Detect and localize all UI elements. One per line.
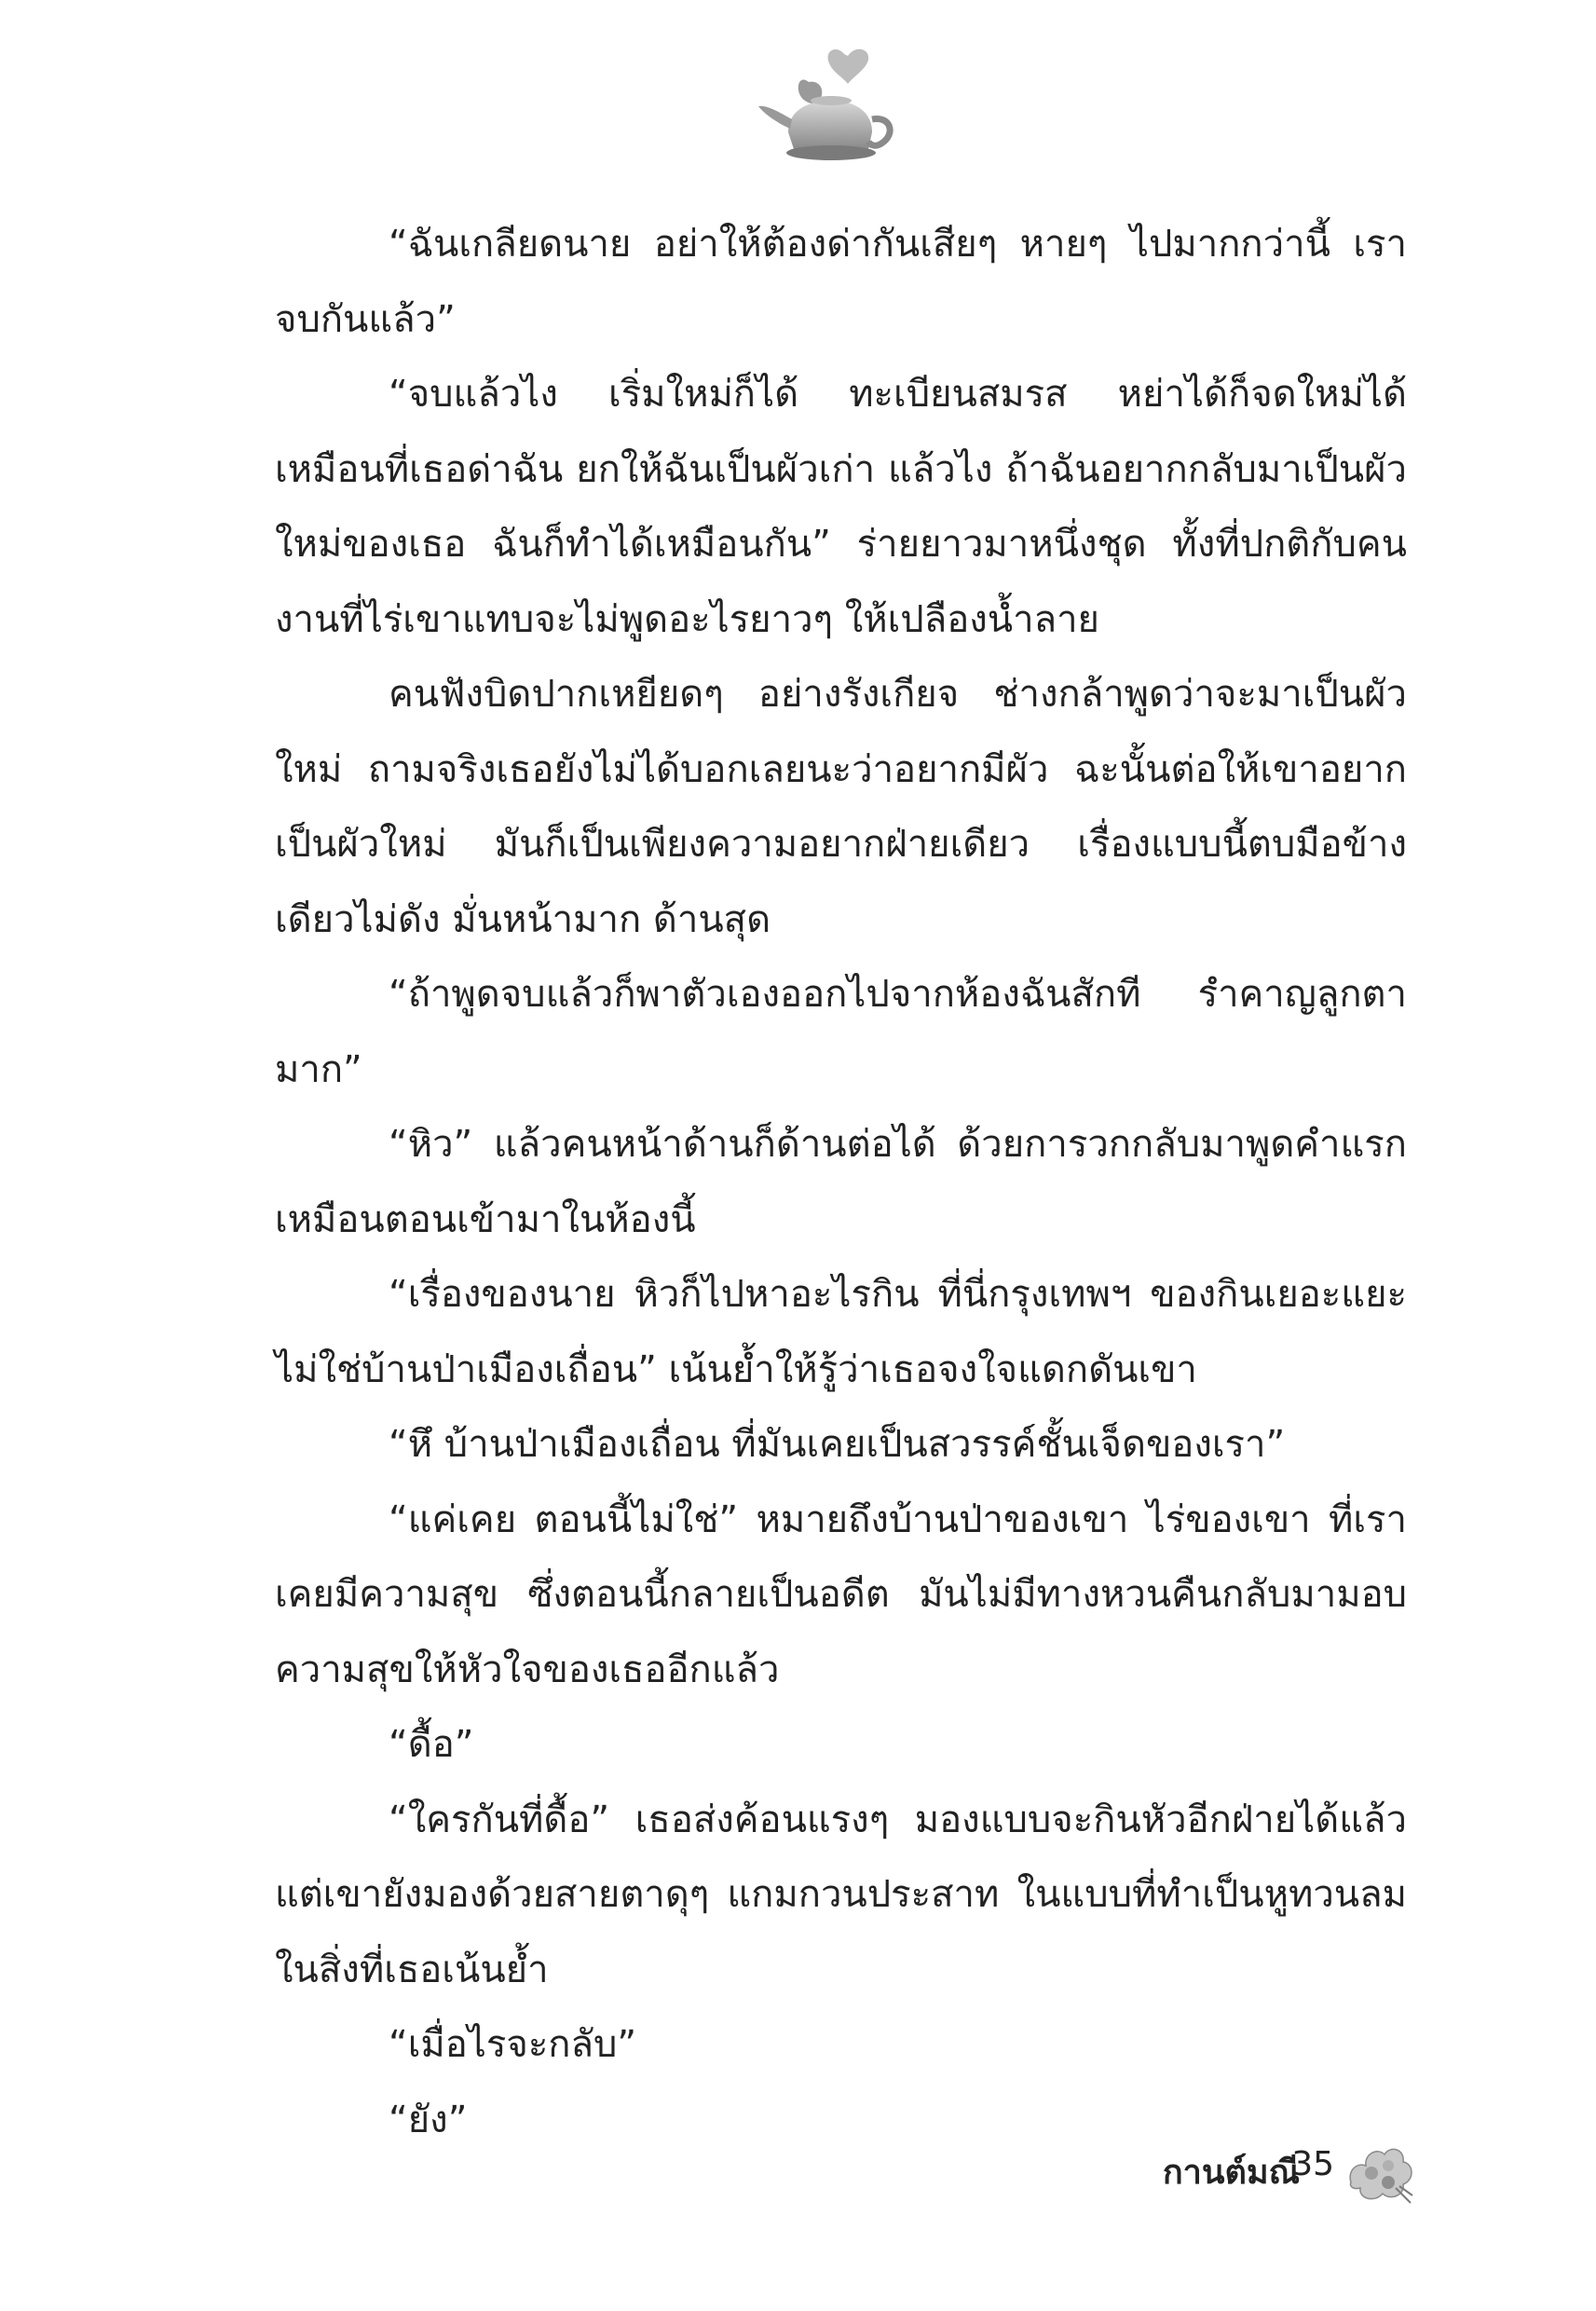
- page-number: 35: [1291, 2145, 1334, 2183]
- paragraph-10: “ใครกันที่ดื้อ” เธอส่งค้อนแรงๆ มองแบบจะกินหัวอีกฝ่ายได้แล้ว แต่เขายังมองด้วยสายตาดุๆ แกมกวนประสาท ในแบบที่ทำเป็นหูทวนลมในสิ่งที่เธอเน้นย้ำ: [275, 1798, 1407, 1991]
- paragraph-4: “ถ้าพูดจบแล้วก็พาตัวเองออกไปจากห้องฉันสักที รำคาญลูกตามาก”: [275, 973, 1407, 1091]
- paragraph-7: “หึ บ้านป่าเมืองเถื่อน ที่มันเคยเป็นสวรรค์ชั้นเจ็ดของเรา”: [389, 1423, 1286, 1466]
- flower-ornament-icon: [1342, 2134, 1416, 2208]
- teapot-ornament-icon: [751, 45, 900, 185]
- book-title: กานต์มณี: [1162, 2154, 1300, 2192]
- paragraph-3: คนฟังบิดปากเหยียดๆ อย่างรังเกียจ ช่างกล้าพูดว่าจะมาเป็นผัวใหม่ ถามจริงเธอยังไม่ได้บอกเลยนะว่าอยากมีผัว ฉะนั้นต่อให้เขาอยากเป็นผัวใหม่ มันก็เป็นเพียงความอยากฝ่ายเดียว เรื่องแบบนี้ตบมือข้างเดียวไม่ดัง มั่นหน้ามาก ด้านสุด: [275, 673, 1407, 941]
- body-text: [275, 207, 1407, 2157]
- paragraph-5: “หิว” แล้วคนหน้าด้านก็ด้านต่อได้ ด้วยการวกกลับมาพูดคำแรกเหมือนตอนเข้ามาในห้องนี้: [275, 1123, 1407, 1241]
- paragraph-12: “ยัง”: [389, 2098, 468, 2141]
- paragraph-8: “แค่เคย ตอนนี้ไม่ใช่” หมายถึงบ้านป่าของเขา ไร่ของเขา ที่เราเคยมีความสุข ซึ่งตอนนี้กลายเป็นอดีต มันไม่มีทางหวนคืนกลับมามอบความสุขให้หัวใจของเธออีกแล้ว: [275, 1497, 1407, 1691]
- paragraph-11: “เมื่อไรจะกลับ”: [389, 2023, 637, 2066]
- paragraph-6: “เรื่องของนาย หิวก็ไปหาอะไรกิน ที่นี่กรุงเทพฯ ของกินเยอะแยะ ไม่ใช่บ้านป่าเมืองเถื่อน” เน้นย้ำให้รู้ว่าเธอจงใจแดกดันเขา: [275, 1273, 1407, 1391]
- paragraph-2: “จบแล้วไง เริ่มใหม่ก็ได้ ทะเบียนสมรส หย่าได้ก็จดใหม่ได้ เหมือนที่เธอด่าฉัน ยกให้ฉันเป็นผัวเก่า แล้วไง ถ้าฉันอยากกลับมาเป็นผัวใหม่ของเธอ ฉันก็ทำได้เหมือนกัน” ร่ายยาวมาหนึ่งชุด ทั้งที่ปกติกับคนงานที่ไร่เขาแทบจะไม่พูดอะไรยาวๆ ให้เปลืองน้ำลาย: [275, 373, 1407, 641]
- page-footer: [1025, 2134, 1416, 2208]
- paragraph-9: “ดื้อ”: [389, 1723, 474, 1766]
- paragraph-1: “ฉันเกลียดนาย อย่าให้ต้องด่ากันเสียๆ หายๆ ไปมากกว่านี้ เราจบกันแล้ว”: [275, 223, 1407, 341]
